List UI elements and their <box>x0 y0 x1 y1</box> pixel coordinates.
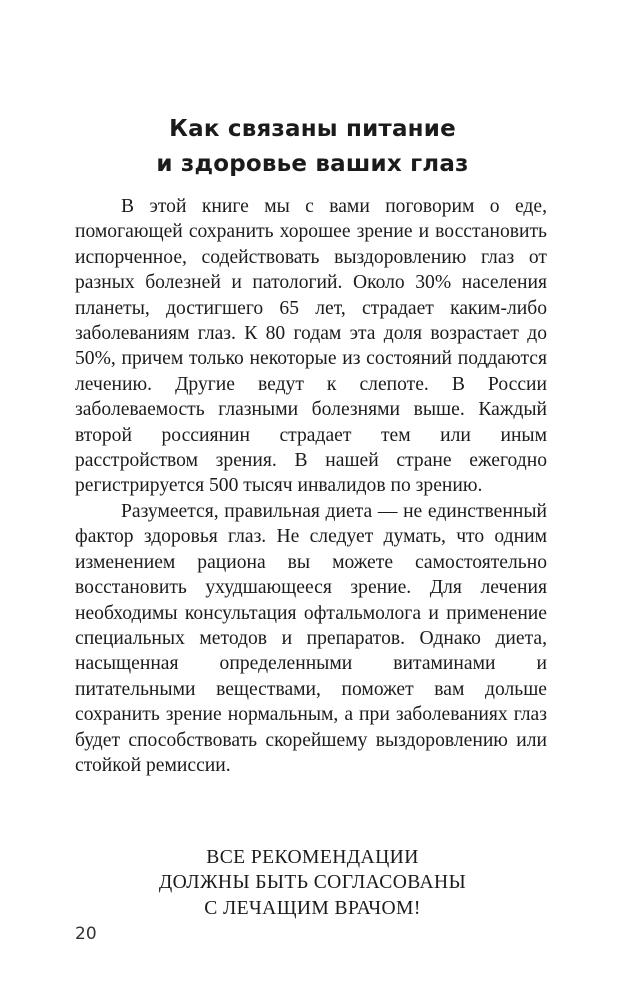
chapter-title <box>60 112 565 182</box>
chapter-title-line-2: и здоровье ваших глаз <box>156 151 469 177</box>
chapter-title-line-1: Как связаны питание <box>169 116 456 142</box>
paragraph-1: В этой книге мы с вами поговорим о еде, помогающей сохранить хорошее зрение и восстановить испорченное, содействовать выздоровлению глаз от разных болезней и патологий. Около 30% населения планеты, достигшего 65 лет, страдает каким-либо заболеваниям глаз. К 80 годам эта доля возрастает до 50%, причем только некоторые из состояний поддаются лечению. Другие ведут к слепоте. В России заболеваемость глазными болезнями выше. Каждый второй россиянин страдает тем или иным расстройством зрения. В нашей стране ежегодно регистрируется 500 тысяч инвалидов по зрению. <box>75 196 547 497</box>
page-number: 20 <box>75 924 97 944</box>
warning-notice-line-3: С ЛЕЧАЩИМ ВРАЧОМ! <box>204 897 421 919</box>
warning-notice-line-1: ВСЕ РЕКОМЕНДАЦИИ <box>206 847 419 868</box>
warning-notice <box>60 845 565 921</box>
paragraph-2: Разумеется, правильная диета — не единственный фактор здоровья глаз. Не следует думать, что одним изменением рациона вы можете самостоятельно восстановить ухудшающееся зрение. Для лечения необходимы консультация офтальмолога и применение специальных методов и препаратов. Однако диета, насыщенная определенными витаминами и питательными веществами, поможет вам дольше сохранить зрение нормальным, а при заболеваниях глаз будет способствовать скорейшему выздоровлению или стойкой ремиссии. <box>75 500 547 776</box>
warning-notice-line-2: ДОЛЖНЫ БЫТЬ СОГЛАСОВАНЫ <box>158 872 467 894</box>
body-text <box>75 194 547 778</box>
